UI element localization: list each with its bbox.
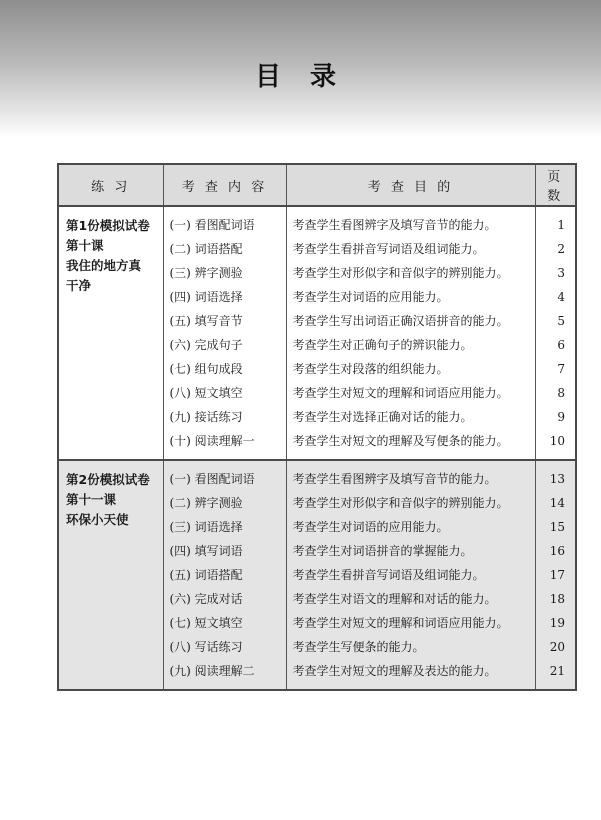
item-page: 19 <box>549 616 565 630</box>
item-content: (四) 词语选择 <box>169 290 243 304</box>
item-content: (三) 词语选择 <box>169 520 243 534</box>
item-content: (八) 写话练习 <box>169 640 243 654</box>
item-page: 10 <box>549 434 565 448</box>
item-purpose: 考查学生对短文的理解和词语应用能力。 <box>292 616 509 630</box>
item-page: 2 <box>557 242 565 256</box>
item-content: (一) 看图配词语 <box>169 218 255 232</box>
item-page: 17 <box>549 568 565 582</box>
toc-header-row <box>58 164 576 206</box>
item-page: 3 <box>557 266 565 280</box>
item-content: (八) 短文填空 <box>169 386 243 400</box>
lesson-line: 第2份模拟试卷 <box>66 472 150 487</box>
item-page: 4 <box>557 290 565 304</box>
item-content: (九) 接话练习 <box>169 410 243 424</box>
item-purpose: 考查学生对语文的理解和对话的能力。 <box>292 592 497 606</box>
section-2-purpose-cell <box>286 460 535 690</box>
item-page: 20 <box>549 640 565 654</box>
page-title: 目 录 <box>254 62 347 92</box>
item-purpose: 考查学生对正确句子的辨识能力。 <box>292 338 473 352</box>
item-content: (九) 阅读理解二 <box>169 664 255 678</box>
section-2-lesson-cell <box>58 460 163 690</box>
item-purpose: 考查学生写出词语正确汉语拼音的能力。 <box>292 314 509 328</box>
item-content: (一) 看图配词语 <box>169 472 255 486</box>
item-content: (七) 短文填空 <box>169 616 243 630</box>
toc-table <box>57 163 577 691</box>
section-2-content-cell <box>163 460 286 690</box>
item-content: (三) 辨字测验 <box>169 266 243 280</box>
lesson-line: 第十一课 <box>66 492 117 507</box>
section-1-content-cell <box>163 206 286 460</box>
lesson-line: 我住的地方真 <box>66 258 142 273</box>
section-2 <box>58 460 576 690</box>
item-purpose: 考查学生对形似字和音似字的辨别能力。 <box>292 266 509 280</box>
item-page: 15 <box>549 520 565 534</box>
item-content: (六) 完成对话 <box>169 592 243 606</box>
header-practice: 练 习 <box>58 164 163 206</box>
item-page: 5 <box>557 314 565 328</box>
item-purpose: 考查学生对选择正确对话的能力。 <box>292 410 473 424</box>
item-purpose: 考查学生对词语拼音的掌握能力。 <box>292 544 473 558</box>
header-purpose: 考 查 目 的 <box>286 164 535 206</box>
item-content: (四) 填写词语 <box>169 544 243 558</box>
item-page: 1 <box>557 218 565 232</box>
header-content: 考 查 内 容 <box>163 164 286 206</box>
item-purpose: 考查学生写便条的能力。 <box>292 640 425 654</box>
item-page: 21 <box>549 664 565 678</box>
item-content: (二) 辨字测验 <box>169 496 243 510</box>
item-page: 8 <box>557 386 565 400</box>
item-page: 16 <box>549 544 565 558</box>
lesson-line: 第十课 <box>66 238 104 253</box>
item-purpose: 考查学生对短文的理解和词语应用能力。 <box>292 386 509 400</box>
item-content: (五) 填写音节 <box>169 314 243 328</box>
section-1-purpose-cell <box>286 206 535 460</box>
item-content: (七) 组句成段 <box>169 362 243 376</box>
section-2-page-cell <box>535 460 576 690</box>
item-purpose: 考查学生对词语的应用能力。 <box>292 520 449 534</box>
item-purpose: 考查学生对段落的组织能力。 <box>292 362 449 376</box>
item-purpose: 考查学生看图辨字及填写音节的能力。 <box>292 472 497 486</box>
section-1-lesson <box>59 207 163 296</box>
section-1 <box>58 206 576 460</box>
lesson-line: 干净 <box>66 278 92 293</box>
item-page: 13 <box>549 472 565 486</box>
item-page: 6 <box>557 338 565 352</box>
item-content: (十) 阅读理解一 <box>169 434 255 448</box>
item-content: (五) 词语搭配 <box>169 568 243 582</box>
item-purpose: 考查学生看图辨字及填写音节的能力。 <box>292 218 497 232</box>
item-purpose: 考查学生对短文的理解及表达的能力。 <box>292 664 497 678</box>
item-page: 9 <box>557 410 565 424</box>
section-2-lesson <box>59 461 163 530</box>
item-page: 18 <box>549 592 565 606</box>
item-purpose: 考查学生对词语的应用能力。 <box>292 290 449 304</box>
lesson-line: 环保小天使 <box>66 512 129 527</box>
item-page: 7 <box>557 362 565 376</box>
item-purpose: 考查学生对短文的理解及写便条的能力。 <box>292 434 509 448</box>
item-purpose: 考查学生对形似字和音似字的辨别能力。 <box>292 496 509 510</box>
item-content: (二) 词语搭配 <box>169 242 243 256</box>
item-content: (六) 完成句子 <box>169 338 243 352</box>
section-1-lesson-cell <box>58 206 163 460</box>
item-purpose: 考查学生看拼音写词语及组词能力。 <box>292 568 485 582</box>
item-page: 14 <box>549 496 565 510</box>
lesson-line: 第1份模拟试卷 <box>66 218 150 233</box>
header-pages: 页 数 <box>535 164 576 206</box>
item-purpose: 考查学生看拼音写词语及组词能力。 <box>292 242 485 256</box>
section-1-page-cell <box>535 206 576 460</box>
